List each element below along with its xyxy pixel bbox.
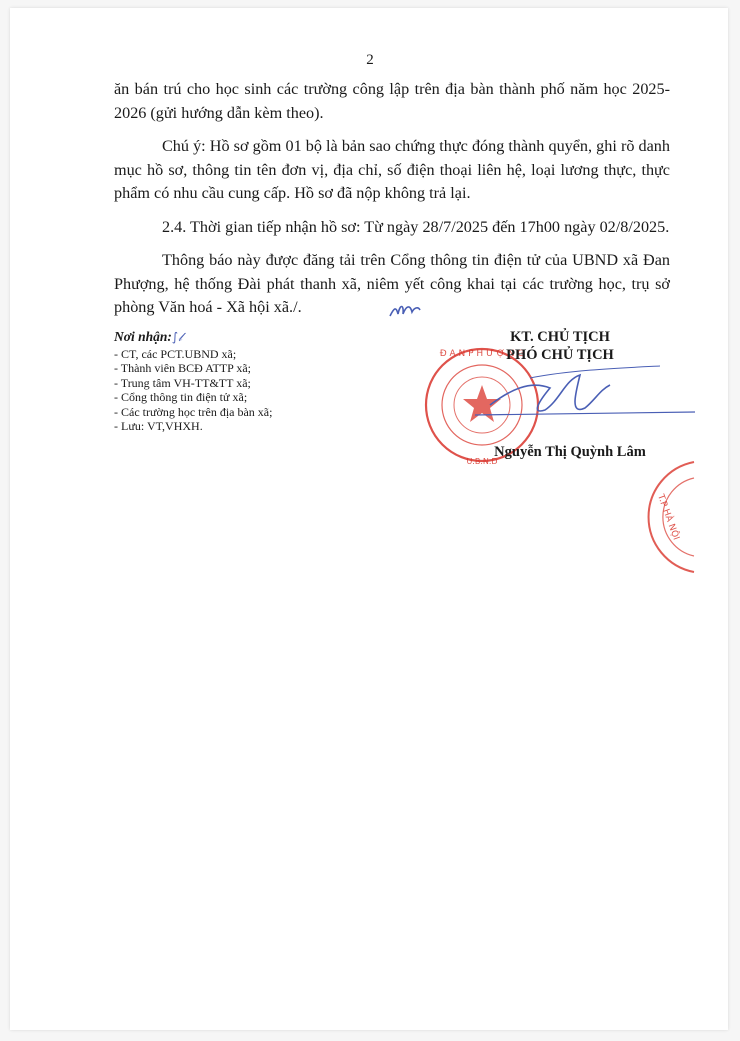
page-number: 2 — [366, 52, 374, 68]
recipient-item: - Cổng thông tin điện tử xã; — [114, 390, 248, 404]
initial-mark-icon — [388, 300, 422, 320]
signature-block — [470, 328, 650, 364]
recipient-item: - Thành viên BCĐ ATTP xã; — [114, 361, 251, 375]
recipients-list — [114, 330, 414, 434]
paragraph-1: ăn bán trú cho học sinh các trường công lập trên địa bàn thành phố năm học 2025-2026 (gửi hướng dẫn kèm theo). — [114, 80, 670, 122]
signature-icon — [470, 360, 700, 430]
recipient-item: - CT, các PCT.UBND xã; — [114, 346, 237, 361]
paragraph-2: Chú ý: Hồ sơ gồm 01 bộ là bản sao chứng thực đóng thành quyển, ghi rõ danh mục hồ sơ, thông tin tên đơn vị, địa chỉ, số điện thoại liên hệ, loại lương thực, thực phẩm có nhu cầu cung cấp. Hồ sơ đã nộp không trả lại. — [114, 137, 670, 202]
body-text — [114, 78, 670, 330]
signer-name: Nguyễn Thị Quỳnh Lâm — [494, 444, 646, 460]
recipient-item: - Trung tâm VH-TT&TT xã; — [114, 375, 251, 390]
partial-stamp-icon — [636, 458, 696, 576]
paragraph-4: Thông báo này được đăng tải trên Cổng thông tin điện tử của UBND xã Đan Phượng, hệ thống Đài phát thanh xã, niêm yết công khai tại các trường học, trụ sở phòng Văn hoá - Xã hội xã./. — [114, 251, 670, 316]
signature-title-line1: KT. CHỦ TỊCH — [510, 329, 610, 345]
paragraph-3: 2.4. Thời gian tiếp nhận hồ sơ: Từ ngày 28/7/2025 đến 17h00 ngày 02/8/2025. — [162, 217, 670, 236]
svg-text:Đ A N P H Ư Ợ N G: Đ A N P H Ư Ợ N G — [439, 349, 525, 359]
signature-title-line2: PHÓ CHỦ TỊCH — [506, 347, 614, 363]
recipient-item: - Các trường học trên địa bàn xã; — [114, 404, 273, 419]
svg-text:U.B.N.D: U.B.N.D — [466, 457, 498, 466]
recipients-initial-icon: ∫𝓁 — [171, 330, 183, 344]
recipients-title: Nơi nhận:∫𝓁 — [114, 329, 183, 344]
recipient-item: - Lưu: VT,VHXH. — [114, 419, 203, 433]
svg-text:T.P HÀ NỘI: T.P HÀ NỘI — [654, 493, 681, 542]
